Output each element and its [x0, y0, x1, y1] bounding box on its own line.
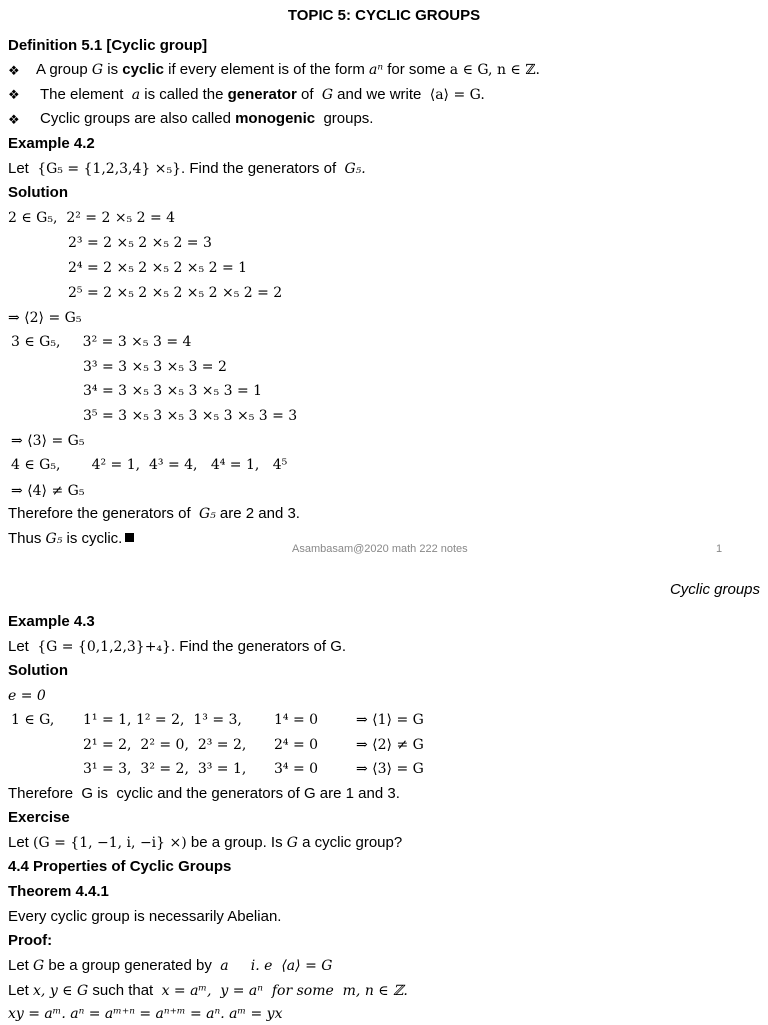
table-row-lead: 1 ∈ G, [11, 712, 55, 728]
table-row-result: ⇒ ⟨3⟩ = G [356, 761, 424, 777]
solution-heading: Solution [8, 184, 68, 201]
solution-line: ⇒ ⟨4⟩ ≠ G₅ [11, 483, 85, 499]
section-heading: 4.4 Properties of Cyclic Groups [8, 858, 232, 875]
page-footer: Asambasam@2020 math 222 notes [292, 543, 468, 555]
table-row-powers: 2¹ = 2, 2² = 0, 2³ = 2, [83, 737, 247, 753]
example-heading: Example 4.3 [8, 613, 95, 630]
solution-line: ⇒ ⟨2⟩ = G₅ [8, 310, 82, 326]
table-row-power4: 3⁴ = 0 [274, 761, 319, 777]
solution-line: 2 ∈ G₅, 2² = 2 ×₅ 2 = 4 [8, 210, 176, 226]
page-title: TOPIC 5: CYCLIC GROUPS [287, 7, 481, 24]
bullet-icon: ❖ [8, 87, 20, 102]
proof-heading: Proof: [8, 932, 53, 949]
table-row-result: ⇒ ⟨1⟩ = G [356, 712, 424, 728]
bullet-3: Cyclic groups are also called monogenic groups. [40, 110, 374, 127]
exercise-text: Let (G = {1, −1, i, −i} ×) be a group. Is G a cyclic group? [8, 834, 403, 851]
solution-line: 3⁵ = 3 ×₅ 3 ×₅ 3 ×₅ 3 ×₅ 3 = 3 [83, 408, 298, 424]
table-row-result: ⇒ ⟨2⟩ ≠ G [356, 737, 424, 753]
example-text: Let {G = {0,1,2,3}+₄}. Find the generators of G. [8, 638, 347, 655]
solution-line: 2⁵ = 2 ×₅ 2 ×₅ 2 ×₅ 2 ×₅ 2 = 2 [68, 285, 283, 301]
table-row-powers: 3¹ = 3, 3² = 2, 3³ = 1, [83, 761, 247, 777]
solution-line: 4 ∈ G₅, 4² = 1, 4³ = 4, 4⁴ = 1, 4⁵ [11, 457, 288, 473]
bullet-icon: ❖ [8, 63, 20, 78]
table-row-power4: 2⁴ = 0 [274, 737, 319, 753]
definition-heading: Definition 5.1 [Cyclic group] [8, 37, 208, 54]
solution-line: 3⁴ = 3 ×₅ 3 ×₅ 3 ×₅ 3 = 1 [83, 383, 263, 399]
example-text: Let {G₅ = {1,2,3,4} ×₅}. Find the generators of G₅. [8, 160, 366, 177]
page-number: 1 [716, 543, 723, 555]
solution-line: 2⁴ = 2 ×₅ 2 ×₅ 2 ×₅ 2 = 1 [68, 260, 248, 276]
bullet-1: A group G is cyclic if every element is of the form aⁿ for some a ∈ G, n ∈ ℤ. [36, 61, 540, 78]
solution-line: 3³ = 3 ×₅ 3 ×₅ 3 = 2 [83, 359, 227, 375]
running-header: Cyclic groups [669, 581, 760, 598]
solution-line: 3 ∈ G₅, 3² = 3 ×₅ 3 = 4 [11, 334, 192, 350]
bullet-2: The element a is called the generator of G and we write ⟨a⟩ = G. [40, 86, 485, 103]
solution-heading: Solution [8, 662, 68, 679]
solution-line: 2³ = 2 ×₅ 2 ×₅ 2 = 3 [68, 235, 212, 251]
identity-line: e = 0 [8, 688, 46, 704]
proof-line-1: Let G be a group generated by a i. e ⟨a⟩ = G [8, 957, 333, 974]
theorem-text: Every cyclic group is necessarily Abelian. [8, 908, 282, 925]
proof-line-2: Let x, y ∈ G such that x = aᵐ, y = aⁿ for some m, n ∈ ℤ. [8, 982, 408, 999]
solution-line: ⇒ ⟨3⟩ = G₅ [11, 433, 85, 449]
conclusion: Therefore G is cyclic and the generators of G are 1 and 3. [8, 785, 400, 802]
qed-square-icon [125, 533, 134, 542]
conclusion-1: Therefore the generators of G₅ are 2 and 3. [8, 505, 300, 522]
bullet-icon: ❖ [8, 112, 20, 127]
conclusion-2: Thus G₅ is cyclic. [8, 528, 134, 550]
proof-line-3: xy = aᵐ. aⁿ = aᵐ⁺ⁿ = aⁿ⁺ᵐ = aⁿ. aᵐ = yx [8, 1006, 283, 1022]
exercise-heading: Exercise [8, 809, 70, 826]
table-row-power4: 1⁴ = 0 [274, 712, 319, 728]
theorem-heading: Theorem 4.4.1 [8, 883, 109, 900]
example-heading: Example 4.2 [8, 135, 95, 152]
table-row-powers: 1¹ = 1, 1² = 2, 1³ = 3, [83, 712, 242, 728]
